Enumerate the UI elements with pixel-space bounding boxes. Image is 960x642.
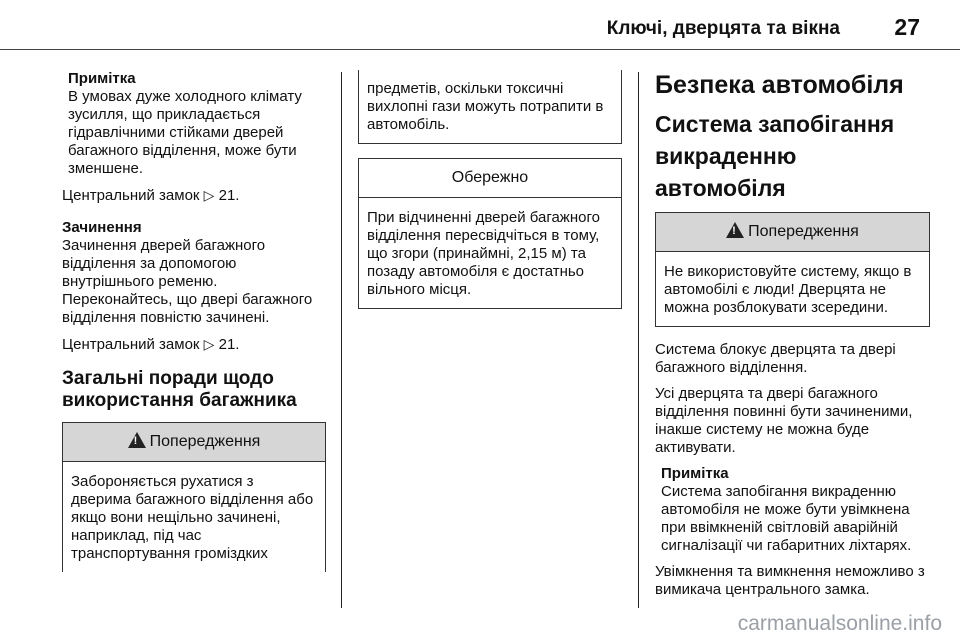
reference-text: Центральний замок <box>62 187 200 204</box>
note-title: Примітка <box>68 70 136 87</box>
anti-theft-heading: Система запобігання викраденню автомобіля <box>655 111 895 201</box>
note-title: Примітка <box>661 465 729 482</box>
warning-box-header <box>63 423 325 462</box>
antitheft-para-2: Усі дверцята та двері багажного відділення повинні бути зачиненими, інакше систему не можна буде активувати. <box>655 385 913 456</box>
note-text: Система запобігання викраденню автомобіля не може бути увімкнена при ввімкненій світловій аварійній сигналізації чи габаритних ліхтарях. <box>661 483 912 554</box>
caution-box-header: Обережно <box>359 159 621 198</box>
caution-box <box>358 158 622 309</box>
reference-page[interactable]: 21. <box>218 336 240 353</box>
column-divider-2 <box>638 72 639 608</box>
page-reference-icon: ▷ <box>203 187 215 203</box>
page-number: 27 <box>894 14 920 40</box>
column-left <box>62 70 326 586</box>
warning-triangle-icon <box>726 222 744 238</box>
closing-text: Зачинення дверей багажного відділення за допомогою внутрішнього ременю. <box>62 237 266 290</box>
antitheft-para-1: Система блокує дверцята та двері багажного відділення. <box>655 341 896 376</box>
watermark: carmanualsonline.info <box>737 612 942 635</box>
reference-page[interactable]: 21. <box>218 187 240 204</box>
central-lock-reference <box>62 186 326 205</box>
antitheft-para-3: Увімкнення та вимкнення неможливо з вимикача центрального замка. <box>655 563 925 598</box>
central-lock-reference-2 <box>62 335 326 354</box>
column-divider-1 <box>341 72 342 608</box>
warning-title: Попередження <box>748 223 859 240</box>
warning-box-antitheft <box>655 212 930 327</box>
caution-text: При відчиненні дверей багажного відділення пересвідчіться в тому, що згори (принаймні, 2,15 м) та позаду автомобіля є достатньо вільного місця. <box>367 209 600 298</box>
header-divider <box>0 49 960 50</box>
reference-text: Центральний замок <box>62 336 200 353</box>
page-reference-icon: ▷ <box>203 336 215 352</box>
warning-triangle-icon <box>128 432 146 448</box>
column-right <box>655 70 930 607</box>
header-title: Ключі, дверцята та вікна <box>606 18 840 39</box>
vehicle-security-heading: Безпека автомобіля <box>655 71 904 99</box>
warning-continued-text: предметів, оскільки токсичні вихлопні гази можуть потрапити в автомобіль. <box>367 80 604 133</box>
note-text: В умовах дуже холодного клімату зусилля, що прикладається гідравлічними стійками дверей багажного відділення, може бути зменшене. <box>68 88 302 177</box>
warning-box-header <box>656 213 929 252</box>
note-antitheft <box>661 465 930 555</box>
page-header <box>0 0 960 46</box>
warning-text: Не використовуйте систему, якщо в автомобілі є люди! Дверцята не можна розблокувати зсередини. <box>664 263 912 316</box>
trunk-tips-heading: Загальні поради щодо використання багажника <box>62 368 297 411</box>
note-cold-climate <box>68 70 326 178</box>
warning-box-trunk <box>62 422 326 572</box>
warning-text: Забороняється рухатися з дверима багажного відділення або якщо вони нещільно зачинені, наприклад, під час транспортування громіздких <box>71 473 314 562</box>
column-middle <box>358 78 622 323</box>
warning-title: Попередження <box>149 433 261 450</box>
closing-subheading: Зачинення <box>62 219 142 236</box>
closing-check-text: Переконайтесь, що двері багажного відділення повністю зачинені. <box>62 291 313 326</box>
warning-box-continued <box>358 70 622 144</box>
